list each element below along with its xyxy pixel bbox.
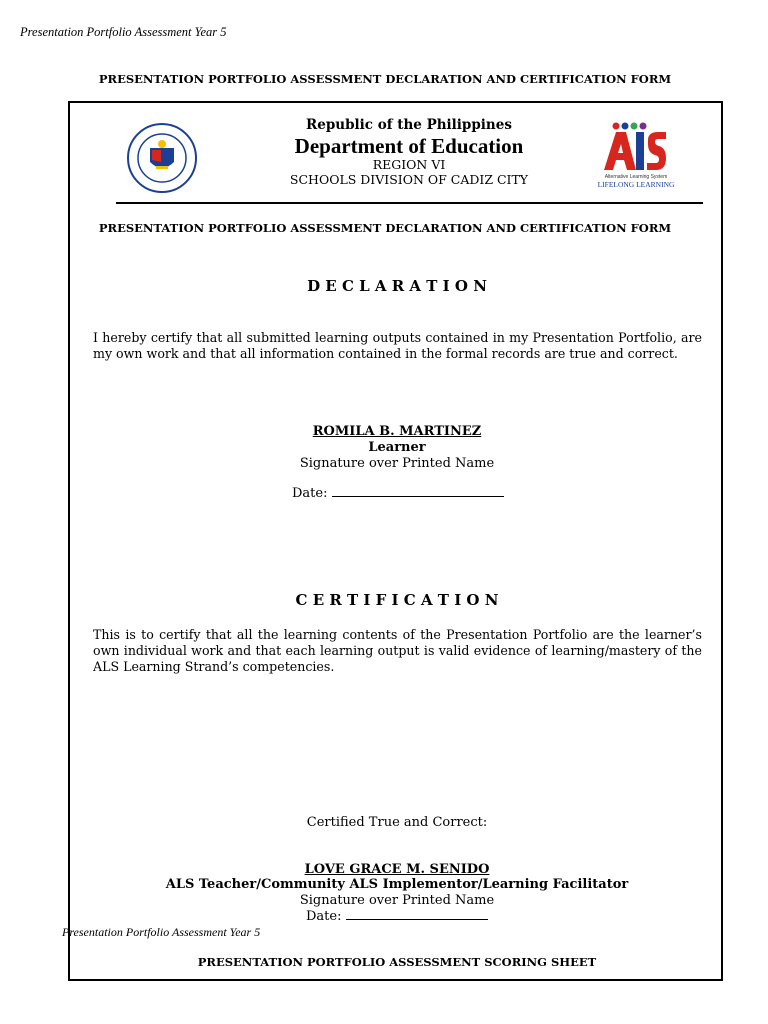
letterhead-republic: Republic of the Philippines <box>306 117 512 133</box>
learner-name: ROMILA B. MARTINEZ <box>312 424 482 439</box>
certification-text: This is to certify that all the learning contents of the Presentation Portfolio are the learner’s own individual work and that each learning output is valid evidence of learning/mastery of the ALS Learning Strand’s competencies. <box>93 627 702 674</box>
certified-label: Certified True and Correct: <box>306 815 488 830</box>
letterhead-rule <box>116 202 703 204</box>
running-footer: Presentation Portfolio Assessment Year 5 <box>62 925 261 939</box>
form-title: PRESENTATION PORTFOLIO ASSESSMENT DECLARATION AND CERTIFICATION FORM <box>98 72 672 86</box>
certification-heading: C E R T I F I C A T I O N <box>295 591 499 609</box>
facilitator-date-line <box>306 909 488 924</box>
facilitator-date-label: Date: <box>306 909 342 924</box>
deped-seal-icon <box>126 122 198 194</box>
facilitator-signature-caption: Signature over Printed Name <box>299 893 495 908</box>
facilitator-name: LOVE GRACE M. SENIDO <box>304 862 490 877</box>
als-logo-tagline: LIFELONG LEARNING <box>597 180 675 189</box>
learner-date-line <box>292 486 504 501</box>
letterhead-division: SCHOOLS DIVISION OF CADIZ CITY <box>289 172 529 187</box>
declaration-text: I hereby certify that all submitted learning outputs contained in my Presentation Portfolio, are my own work and that all information contained in the formal records are true and correct. <box>93 330 702 361</box>
als-logo-icon <box>596 120 676 190</box>
running-header: Presentation Portfolio Assessment Year 5 <box>20 25 227 39</box>
learner-date-field[interactable] <box>332 496 504 497</box>
facilitator-role: ALS Teacher/Community ALS Implementor/Learning Facilitator <box>165 877 629 892</box>
learner-date-label: Date: <box>292 486 328 501</box>
letterhead-region: REGION VI <box>372 157 446 172</box>
facilitator-date-field[interactable] <box>346 919 488 920</box>
declaration-heading: D E C L A R A T I O N <box>307 277 487 295</box>
scoring-sheet-title: PRESENTATION PORTFOLIO ASSESSMENT SCORING SHEET <box>197 955 597 969</box>
form-title-inner: PRESENTATION PORTFOLIO ASSESSMENT DECLARATION AND CERTIFICATION FORM <box>98 221 672 235</box>
letterhead-department: Department of Education <box>294 134 524 158</box>
als-logo-subtext: Alternative Learning System <box>604 174 668 180</box>
learner-role: Learner <box>368 440 426 455</box>
learner-signature-caption: Signature over Printed Name <box>299 456 495 471</box>
